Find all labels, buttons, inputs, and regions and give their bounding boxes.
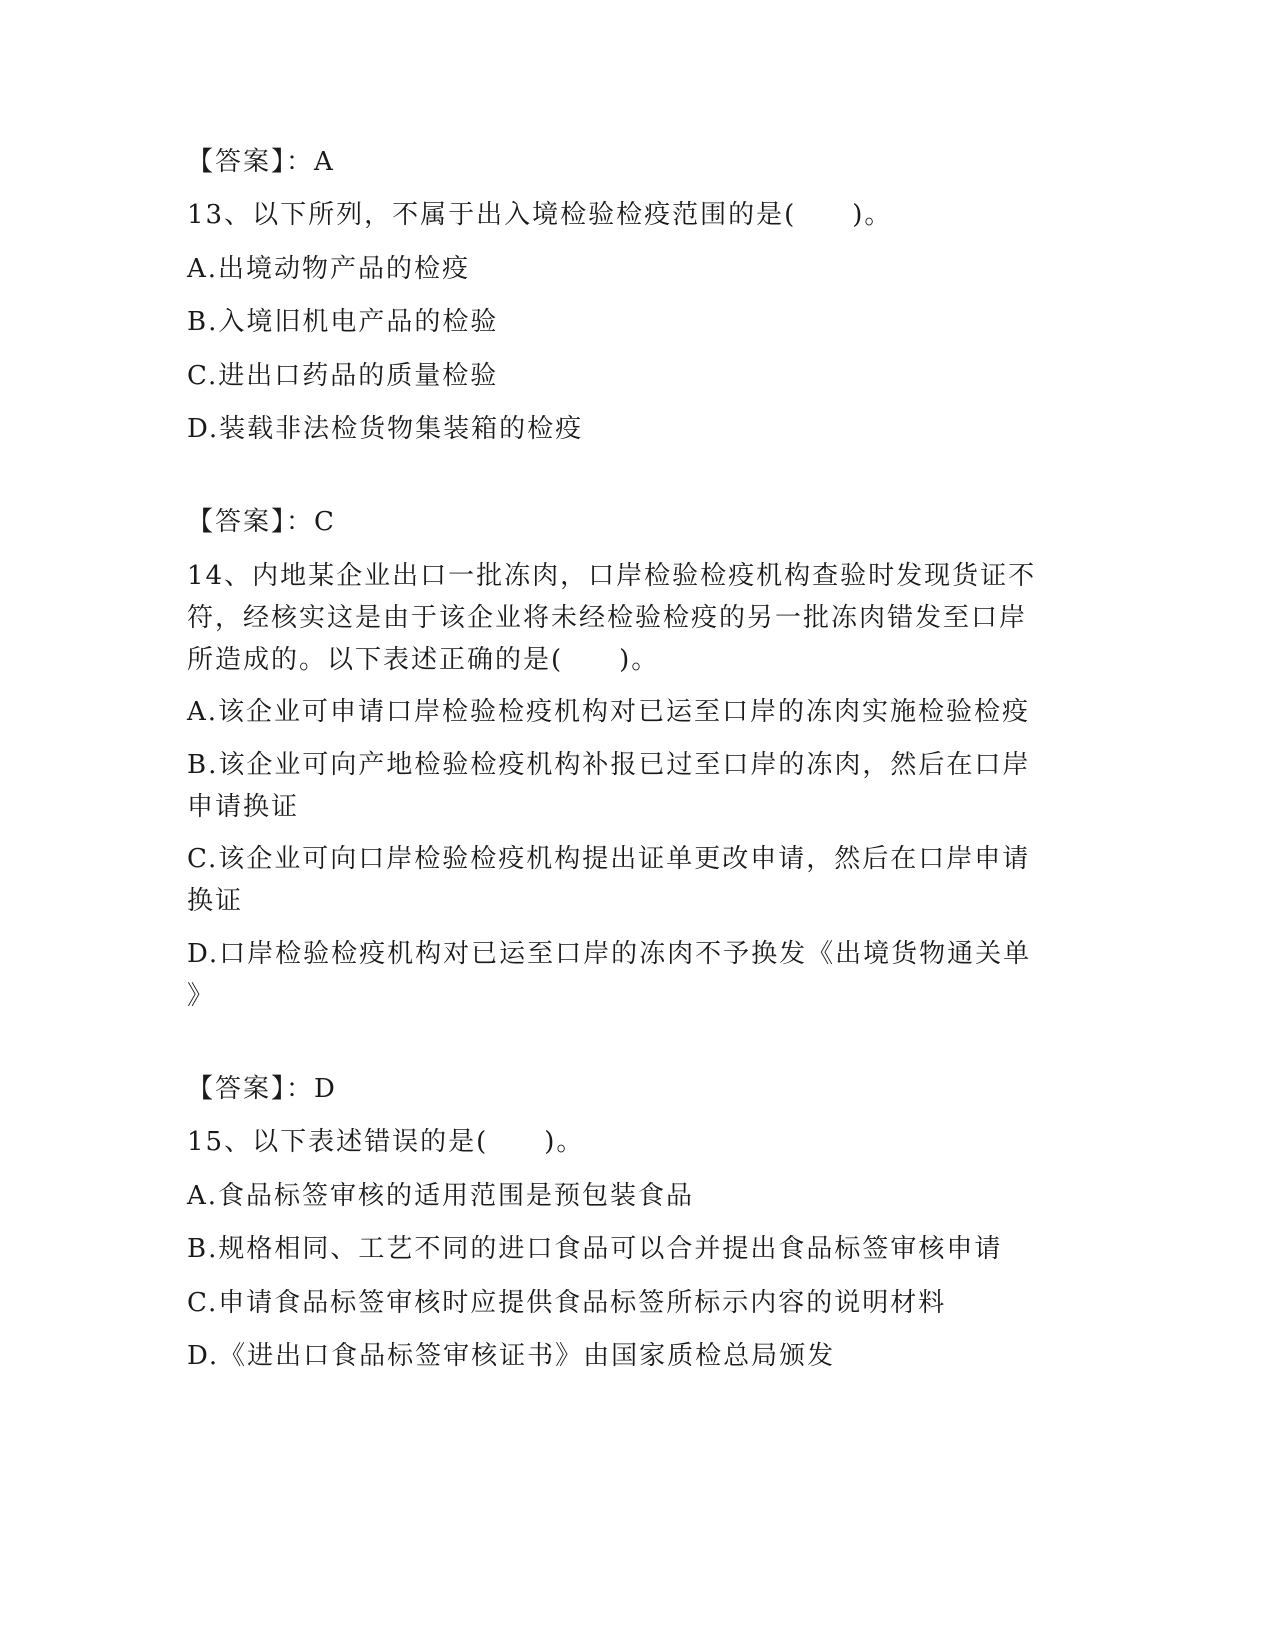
question-14-option-b-line-1: B.该企业可向产地检验检疫机构补报已过至口岸的冻肉，然后在口岸	[187, 750, 1031, 780]
question-15-text: 15、以下表述错误的是( )。	[187, 1127, 585, 1157]
question-14-option-a: A.该企业可申请口岸检验检疫机构对已运至口岸的冻肉实施检验检疫	[187, 697, 1031, 727]
question-14-option-c-line-1: C.该企业可向口岸检验检疫机构提出证单更改申请，然后在口岸申请	[187, 844, 1031, 874]
question-14-option-d-line-1: D.口岸检验检疫机构对已运至口岸的冻肉不予换发《出境货物通关单	[187, 939, 1032, 969]
question-13-text: 13、以下所列，不属于出入境检验检疫范围的是( )。	[187, 200, 893, 230]
question-15-option-c: C.申请食品标签审核时应提供食品标签所标示内容的说明材料	[187, 1288, 947, 1318]
answer-label: 【答案】：C	[187, 507, 336, 537]
answer-label: 【答案】：D	[187, 1074, 337, 1104]
question-14-text-line-1: 14、内地某企业出口一批冻肉，口岸检验检疫机构查验时发现货证不	[187, 561, 1037, 591]
question-14-text-line-3: 所造成的。以下表述正确的是( )。	[187, 645, 660, 675]
question-15-option-d: D.《进出口食品标签审核证书》由国家质检总局颁发	[187, 1341, 836, 1371]
question-14-option-b-line-2: 申请换证	[187, 792, 300, 822]
question-14-option-d-line-2: 》	[187, 981, 216, 1011]
question-13-option-d: D.装载非法检货物集装箱的检疫	[187, 414, 584, 444]
answer-label: 【答案】：A	[187, 147, 335, 177]
question-15-option-b: B.规格相同、工艺不同的进口食品可以合并提出食品标签审核申请	[187, 1234, 1003, 1264]
question-13-option-c: C.进出口药品的质量检验	[187, 361, 499, 391]
question-13-option-b: B.入境旧机电产品的检验	[187, 307, 499, 337]
question-15-option-a: A.食品标签审核的适用范围是预包装食品	[187, 1181, 695, 1211]
question-14-option-c-line-2: 换证	[187, 886, 244, 916]
question-14-text-line-2: 符，经核实这是由于该企业将未经检验检疫的另一批冻肉错发至口岸	[187, 603, 1028, 633]
question-13-option-a: A.出境动物产品的检疫	[187, 254, 471, 284]
